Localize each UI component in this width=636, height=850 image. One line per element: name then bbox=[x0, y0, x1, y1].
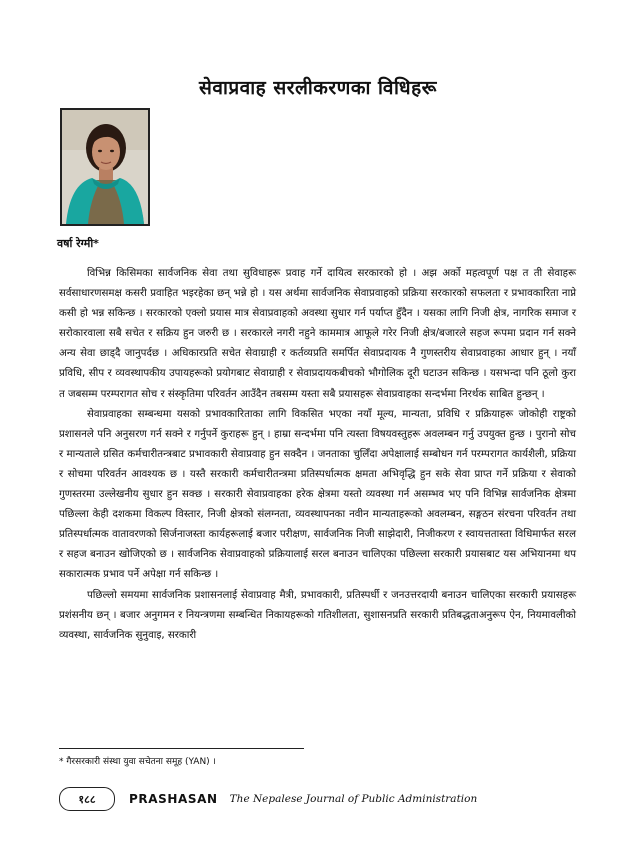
paragraph: सेवाप्रवाहका सम्बन्धमा यसको प्रभावकारिताका लागि विकसित भएका नयाँ मूल्य, मान्यता, प्रविधि र प्रक्रियाहरू जोकोही राष्ट्रको प्रशासनले पनि अनुसरण गर्न सक्ने र गर्नुपर्ने कुराहरू हुन् । हाम्रा सन्दर्भमा पनि त्यस्ता विषयवस्तुहरू अवलम्बन गर्नु उपयुक्त हुन्छ । पुरानो सोच र मान्यताले ग्रसित कर्मचारीतन्त्रबाट प्रभावकारी सेवाप्रवाह हुन सक्दैन । जनताका चुलिँदा अपेक्षालाई सम्बोधन गर्न परम्परागत कार्यशैली, प्रक्रिया र सोचमा परिवर्तन आवश्यक छ । यस्तै सरकारी कर्मचारीतन्त्रमा प्रतिस्पर्धात्मक क्षमता अभिवृद्धि हुन सके सेवा प्राप्त गर्ने प्रक्रिया र सेवाको गुणस्तरमा उल्लेखनीय सुधार हुन सक्छ । सरकारी सेवाप्रवाहका हरेक क्षेत्रमा यस्तो व्यवस्था गर्न असम्भव भए पनि विभिन्न सार्वजनिक क्षेत्रमा पछिल्ला केही दशकमा विकल्प विस्तार, निजी क्षेत्रको संलग्नता, व्यवस्थापनका नवीन मान्यताहरूको अवलम्बन, सङ्गठन संरचना परिवर्तन तथा प्रतिस्पर्धात्मक वातावरणको सिर्जनाजस्ता कार्यहरूलाई बजार परीक्षण, सार्वजनिक निजी साझेदारी, निजीकरण र स्वायत्ततास्ता विधिमार्फत सरल र सहज बनाउन खोजिएको छ । सार्वजनिक सेवाप्रवाहको प्रक्रियालाई सरल बनाउन चालिएका पछिल्ला सरकारी प्रयासबाट यस अभियानमा थप सकारात्मक प्रभाव पर्ने अपेक्षा गर्न सकिन्छ । bbox=[59, 408, 576, 581]
publication-name: PRASHASAN bbox=[129, 792, 218, 806]
footnote-divider bbox=[59, 748, 304, 749]
page-number: १८८ bbox=[59, 787, 115, 811]
journal-name: The Nepalese Journal of Public Administration bbox=[229, 793, 478, 805]
author-name: वर्षा रेग्मी* bbox=[57, 237, 99, 250]
article-title: सेवाप्रवाह सरलीकरणका विधिहरू bbox=[199, 77, 437, 99]
paragraph: विभिन्न किसिमका सार्वजनिक सेवा तथा सुविधाहरू प्रवाह गर्ने दायित्व सरकारको हो । अझ अर्को महत्वपूर्ण पक्ष त ती सेवाहरू सर्वसाधारणसमक्ष कसरी प्रवाहित भइरहेका छन् भन्ने हो । यस अर्थमा सार्वजनिक सेवाप्रवाहको प्रक्रिया सरकारको सफलता र प्रभावकारिता नाप्ने कसी हो भन्न सकिन्छ । सरकारको एक्लो प्रयास मात्र सेवाप्रवाहको अवस्था सुधार गर्न पर्याप्त हुँदैन । यसका लागि निजी क्षेत्र, नागरिक समाज र सरोकारवाला सबै सचेत र सक्रिय हुन जरुरी छ । सरकारले नगरी नहुने काममात्र आफूले गरेर निजी क्षेत्र/बजारले सहज रूपमा प्रदान गर्न सक्ने अन्य सेवा छाड्दै जानुपर्दछ । अधिकारप्रति सचेत सेवाग्राही र कर्तव्यप्रति समर्पित सेवाप्रदायक नै गुणस्तरीय सेवाप्रवाहका आधार हुन् । नयाँ प्रविधि, सीप र व्यवस्थापकीय उपायहरूको प्रयोगबाट सेवाग्राही र सेवाप्रदायकबीचको भौगोलिक दूरी घटाउन सकिन्छ । यसभन्दा पनि ठूलो कुरा त जबसम्म परम्परागत सोच र संस्कृतिमा परिवर्तन आउँदैन तबसम्म यस्ता सबै प्रयासहरू सेवाप्रवाहका सन्दर्भमा निरर्थक साबित हुन्छन् । bbox=[59, 268, 576, 400]
footnote: * गैरसरकारी संस्था युवा सचेतना समूह (YAN) । bbox=[59, 757, 216, 767]
page-footer bbox=[59, 787, 477, 811]
paragraph: पछिल्लो समयमा सार्वजनिक प्रशासनलाई सेवाप्रवाह मैत्री, प्रभावकारी, प्रतिस्पर्धी र जनउत्तरदायी बनाउन चालिएका सरकारी प्रयासहरू प्रशंसनीय छन् । बजार अनुगमन र नियन्त्रणमा सम्बन्धित निकायहरूको गतिशीलता, सुशासनप्रति सरकारी प्रतिबद्धताअनुरूप ऐन, नियमावलीको व्यवस्था, सार्वजनिक सुनुवाइ, सरकारी bbox=[59, 589, 576, 641]
author-portrait-image bbox=[62, 110, 148, 224]
article-body bbox=[59, 264, 576, 646]
author-photo bbox=[60, 108, 150, 226]
